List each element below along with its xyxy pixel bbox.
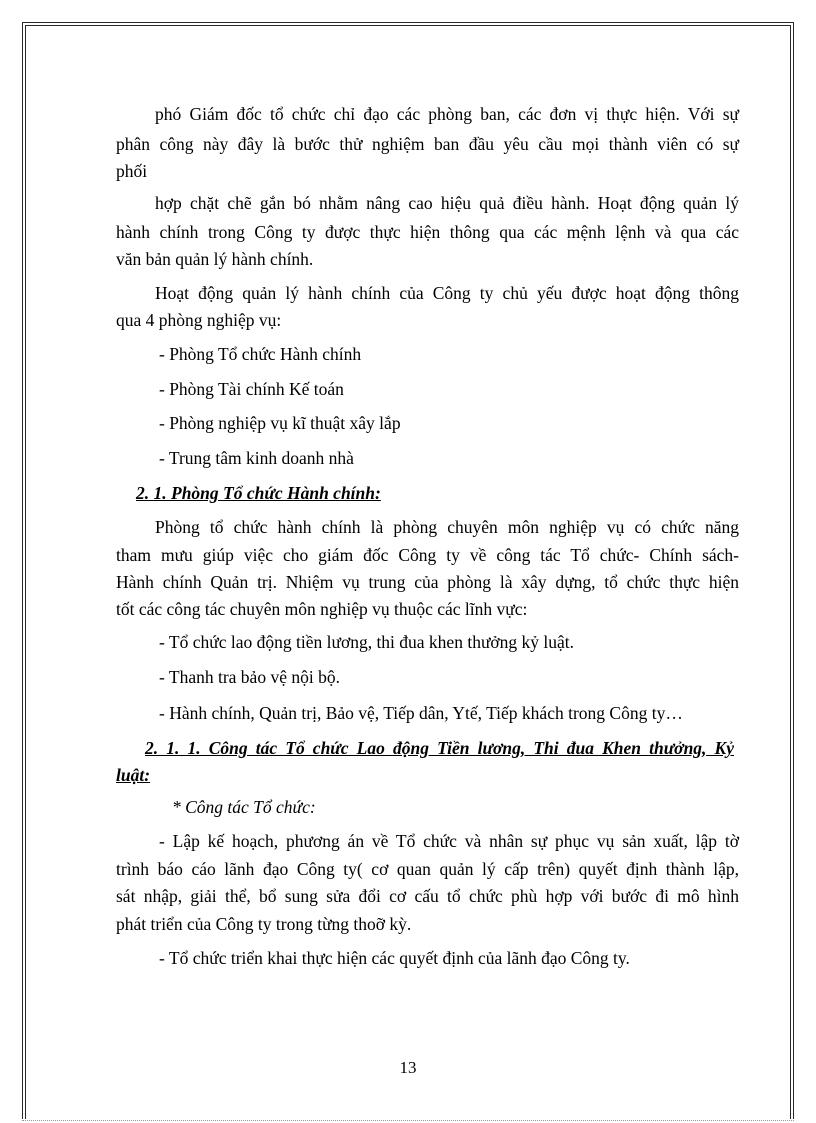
para6-line1: - Tổ chức triển khai thực hiện các quyết định của lãnh đạo Công ty. xyxy=(159,948,630,968)
para4-line3: Hành chính Quản trị. Nhiệm vụ trung của phòng là xây dựng, tổ chức thực hiện xyxy=(116,572,739,592)
department-item: - Phòng nghiệp vụ kĩ thuật xây lắp xyxy=(159,413,401,433)
para2-line2: hành chính trong Công ty được thực hiện thông qua các mệnh lệnh và qua các xyxy=(116,222,739,242)
para4-line1: Phòng tổ chức hành chính là phòng chuyên môn nghiệp vụ có chức năng xyxy=(155,517,739,537)
section-heading-2-1-1-line1: 2. 1. 1. Công tác Tổ chức Lao động Tiền lương, Thi đua Khen thưởng, Kỷ xyxy=(145,738,734,758)
subheading-cong-tac-to-chuc: * Công tác Tổ chức: xyxy=(172,797,316,817)
para2-line3: văn bản quản lý hành chính. xyxy=(116,249,314,269)
para3-line1: Hoạt động quản lý hành chính của Công ty chủ yếu được hoạt động thông xyxy=(155,283,739,303)
page-bottom-divider xyxy=(22,1120,794,1121)
field-item: - Hành chính, Quản trị, Bảo vệ, Tiếp dân, Ytế, Tiếp khách trong Công ty… xyxy=(159,703,683,723)
department-item: - Phòng Tổ chức Hành chính xyxy=(159,344,362,364)
page-number: 13 xyxy=(399,1058,417,1077)
para1-line1: phó Giám đốc tổ chức chỉ đạo các phòng ban, các đơn vị thực hiện. Với sự xyxy=(155,104,739,124)
department-item: - Trung tâm kinh doanh nhà xyxy=(159,448,354,468)
field-item: - Tổ chức lao động tiền lương, thi đua khen thưởng kỷ luật. xyxy=(159,632,575,652)
department-item: - Phòng Tài chính Kế toán xyxy=(159,379,344,399)
para1-line2: phân công này đây là bước thử nghiệm ban đầu yêu cầu mọi thành viên có sự xyxy=(116,134,739,154)
para5-line2: trình báo cáo lãnh đạo Công ty( cơ quan quản lý cấp trên) quyết định thành lập, xyxy=(116,859,739,879)
para5-line1: - Lập kế hoạch, phương án về Tổ chức và nhân sự phục vụ sản xuất, lập tờ xyxy=(159,831,739,851)
para5-line3: sát nhập, giải thể, bổ sung sửa đổi cơ cấu tổ chức phù hợp với bước đi mô hình xyxy=(116,886,739,906)
para3-line2: qua 4 phòng nghiệp vụ: xyxy=(116,310,282,330)
para2-line1: hợp chặt chẽ gắn bó nhằm nâng cao hiệu quả điều hành. Hoạt động quản lý xyxy=(155,193,739,213)
para1-line3: phối xyxy=(116,161,148,181)
para4-line4: tốt các công tác chuyên môn nghiệp vụ thuộc các lĩnh vực: xyxy=(116,599,528,619)
para5-line4: phát triển của Công ty trong từng thoỡ kỳ. xyxy=(116,914,412,934)
field-item: - Thanh tra bảo vệ nội bộ. xyxy=(159,667,340,687)
para4-line2: tham mưu giúp việc cho giám đốc Công ty về công tác Tổ chức- Chính sách- xyxy=(116,545,739,565)
section-heading-2-1-1-line2: luật: xyxy=(116,765,151,785)
section-heading-2-1: 2. 1. Phòng Tổ chức Hành chính: xyxy=(136,483,381,503)
